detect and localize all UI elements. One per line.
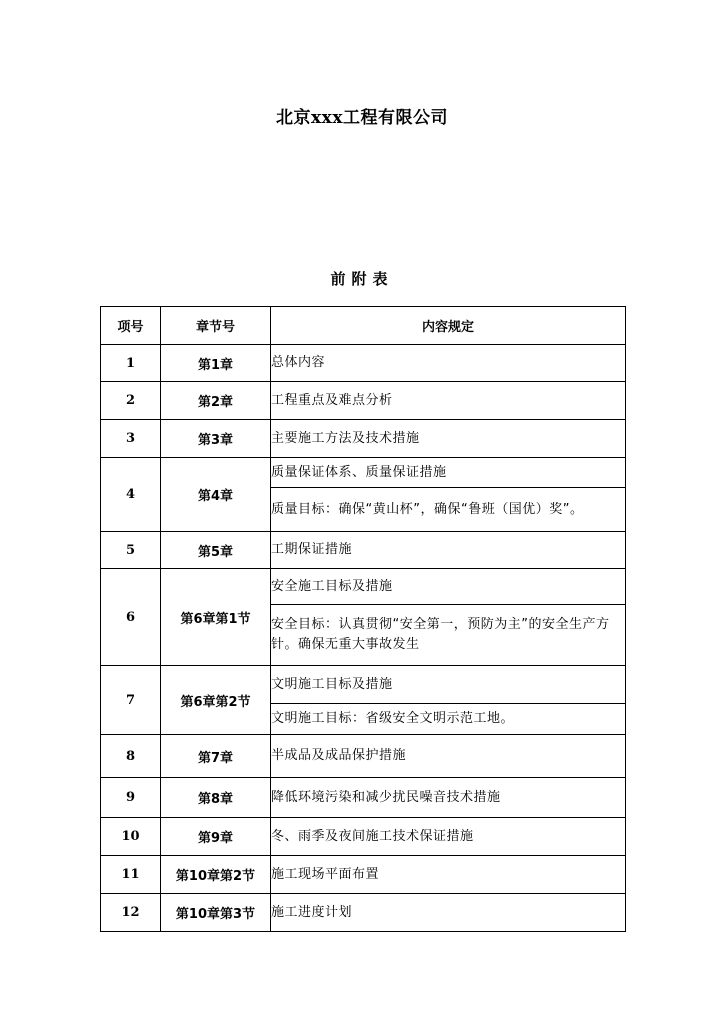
chapter-number: 第3章 (161, 420, 271, 458)
header-chapter: 章节号 (161, 307, 271, 345)
header-content: 内容规定 (271, 307, 626, 345)
content-text: 施工进度计划 (271, 894, 626, 932)
company-title: 北京xxx工程有限公司 (276, 108, 448, 128)
item-number: 8 (101, 735, 161, 778)
table-row (101, 666, 626, 704)
table-row (101, 569, 626, 605)
chapter-number: 第6章第1节 (161, 569, 271, 666)
content-text: 工期保证措施 (271, 532, 626, 569)
item-number: 1 (101, 345, 161, 382)
item-number: 4 (101, 458, 161, 532)
item-number: 3 (101, 420, 161, 458)
item-number: 7 (101, 666, 161, 735)
chapter-number: 第10章第3节 (161, 894, 271, 932)
content-text: 文明施工目标及措施 (271, 666, 626, 704)
item-number: 11 (101, 856, 161, 894)
chapter-number: 第9章 (161, 818, 271, 856)
appendix-table (100, 306, 626, 932)
content-detail: 文明施工目标：省级安全文明示范工地。 (271, 704, 626, 735)
table-row (101, 458, 626, 488)
item-number: 10 (101, 818, 161, 856)
item-number: 6 (101, 569, 161, 666)
table-row (101, 778, 626, 818)
item-number: 2 (101, 382, 161, 420)
table-row (101, 735, 626, 778)
content-text: 主要施工方法及技术措施 (271, 420, 626, 458)
table-row (101, 382, 626, 420)
chapter-number: 第5章 (161, 532, 271, 569)
item-number: 5 (101, 532, 161, 569)
content-text: 降低环境污染和减少扰民噪音技术措施 (271, 778, 626, 818)
table-header-row (101, 307, 626, 345)
table-row (101, 818, 626, 856)
chapter-number: 第8章 (161, 778, 271, 818)
content-detail: 安全目标：认真贯彻“安全第一，预防为主”的安全生产方针。确保无重大事故发生 (271, 605, 626, 666)
chapter-number: 第7章 (161, 735, 271, 778)
table-row (101, 532, 626, 569)
content-text: 工程重点及难点分析 (271, 382, 626, 420)
header-item: 项号 (101, 307, 161, 345)
content-text: 半成品及成品保护措施 (271, 735, 626, 778)
content-text: 质量保证体系、质量保证措施 (271, 458, 626, 488)
content-text: 冬、雨季及夜间施工技术保证措施 (271, 818, 626, 856)
content-detail: 质量目标：确保“黄山杯”，确保“鲁班（国优）奖”。 (271, 488, 626, 532)
chapter-number: 第10章第2节 (161, 856, 271, 894)
chapter-number: 第1章 (161, 345, 271, 382)
item-number: 12 (101, 894, 161, 932)
item-number: 9 (101, 778, 161, 818)
content-text: 施工现场平面布置 (271, 856, 626, 894)
content-text: 总体内容 (271, 345, 626, 382)
chapter-number: 第4章 (161, 458, 271, 532)
table-title: 前附表 (330, 270, 394, 288)
table-row (101, 420, 626, 458)
chapter-number: 第2章 (161, 382, 271, 420)
content-text: 安全施工目标及措施 (271, 569, 626, 605)
chapter-number: 第6章第2节 (161, 666, 271, 735)
table-row (101, 894, 626, 932)
table-row (101, 856, 626, 894)
table-row (101, 345, 626, 382)
